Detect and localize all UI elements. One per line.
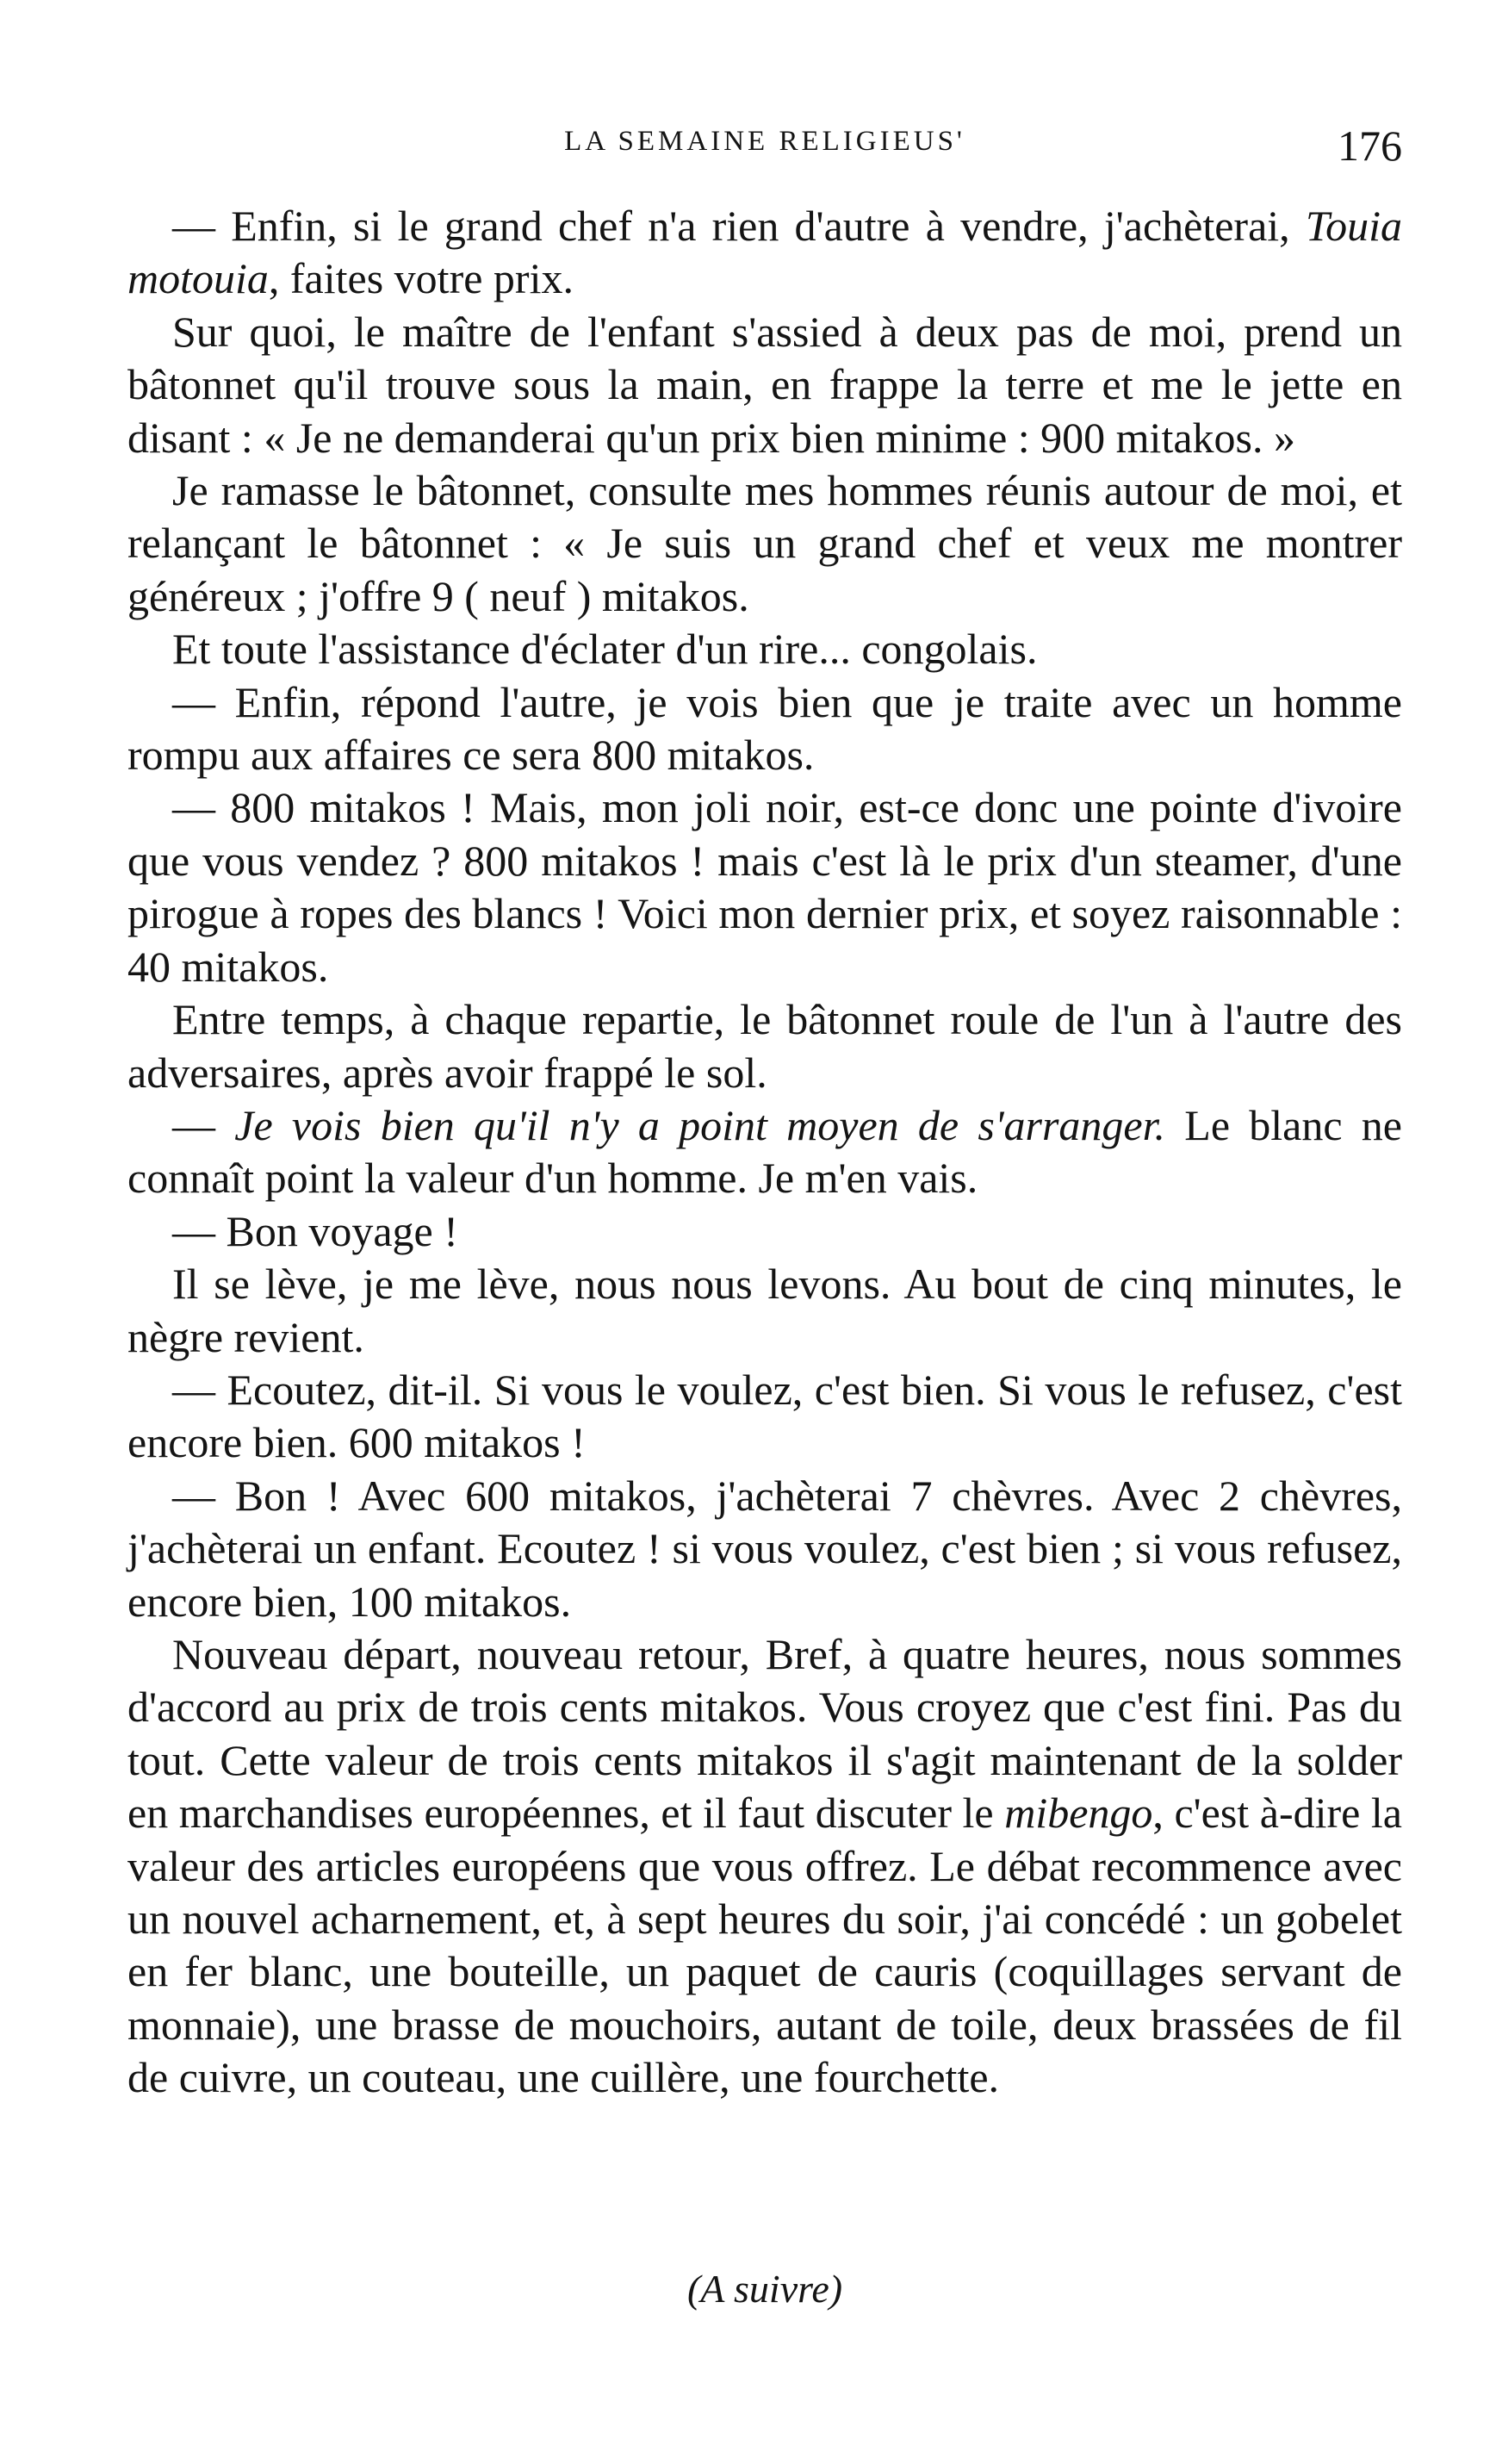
paragraph-3: Je ramasse le bâtonnet, consulte mes hommes réunis autour de moi, et relançant le bâtonnet : « Je suis un grand chef et veux me montrer généreux ; j'offre 9 ( neuf ) mitakos. — [127, 466, 1402, 620]
running-head — [127, 121, 1402, 172]
to-be-continued-note: (A suivre) — [686, 2267, 843, 2311]
running-title: LA SEMAINE RELIGIEUS' — [564, 126, 965, 157]
paragraph-5: — Enfin, répond l'autre, je vois bien que je traite avec un homme rompu aux affaires ce sera 800 mitakos. — [127, 677, 1402, 780]
paragraph-11: — Ecoutez, dit-il. Si vous le voulez, c'est bien. Si vous le refusez, c'est encore bien. 600 mitakos ! — [127, 1365, 1402, 1467]
page-number: 176 — [1338, 121, 1402, 170]
paragraph-10: Il se lève, je me lève, nous nous levons. Au bout de cinq minutes, le nègre revient. — [127, 1260, 1402, 1361]
paragraph-6: — 800 mitakos ! Mais, mon joli noir, est-ce donc une pointe d'ivoire que vous vendez ? 800 mitakos ! mais c'est là le prix d'un steamer, d'une pirogue à ropes des blancs ! Voici mon dernier prix, et soyez raisonnable : 40 mitakos. — [127, 783, 1402, 991]
paragraph-2: Sur quoi, le maître de l'enfant s'assied à deux pas de moi, prend un bâtonnet qu'il trouve sous la main, en frappe la terre et me le jette en disant : « Je ne demanderai qu'un prix bien minime : 900 mitakos. » — [127, 307, 1402, 462]
paragraph-9: — Bon voyage ! — [172, 1206, 458, 1255]
article-body — [127, 200, 1402, 2105]
paragraph-8: — Je vois bien qu'il n'y a point moyen de s'arranger. Le blanc ne connaît point la valeur d'un homme. Je m'en vais. — [127, 1100, 1403, 1203]
paragraph-13: Nouveau départ, nouveau retour, Bref, à quatre heures, nous sommes d'accord au prix de trois cents mitakos. Vous croyez que c'est fini. Pas du tout. Cette valeur de trois cents mitakos il s'agit maintenant de la solder en marchandises européennes, et il faut discuter le mibengo, c'est à-dire la valeur des articles européens que vous offrez. Le débat recommence avec un nouvel acharnement, et, à sept heures du soir, j'ai concédé : un gobelet en fer blanc, une bouteille, un paquet de cauris (coquillages servant de monnaie), une brasse de mouchoirs, autant de toile, deux brassées de fil de cuivre, un couteau, une cuillère, une fourchette. — [127, 1629, 1402, 2102]
paragraph-1: — Enfin, si le grand chef n'a rien d'autre à vendre, j'achèterai, Touia motouia, faites votre prix. — [127, 202, 1402, 303]
italic-phrase: Je vois bien qu'il n'y a point moyen de s'arranger. — [234, 1100, 1166, 1149]
paragraph-12: — Bon ! Avec 600 mitakos, j'achèterai 7 chèvres. Avec 2 chèvres, j'achèterai un enfant. Ecoutez ! si vous voulez, c'est bien ; si vous refusez, encore bien, 100 mitakos. — [127, 1471, 1402, 1626]
paragraph-4: Et toute l'assistance d'éclater d'un rire... congolais. — [172, 625, 1038, 674]
paragraph-7: Entre temps, à chaque repartie, le bâtonnet roule de l'un à l'autre des adversaires, après avoir frappé le sol. — [127, 995, 1402, 1097]
italic-term: mibengo — [1004, 1789, 1153, 1838]
italic-term: Touia motouia — [127, 202, 1402, 303]
